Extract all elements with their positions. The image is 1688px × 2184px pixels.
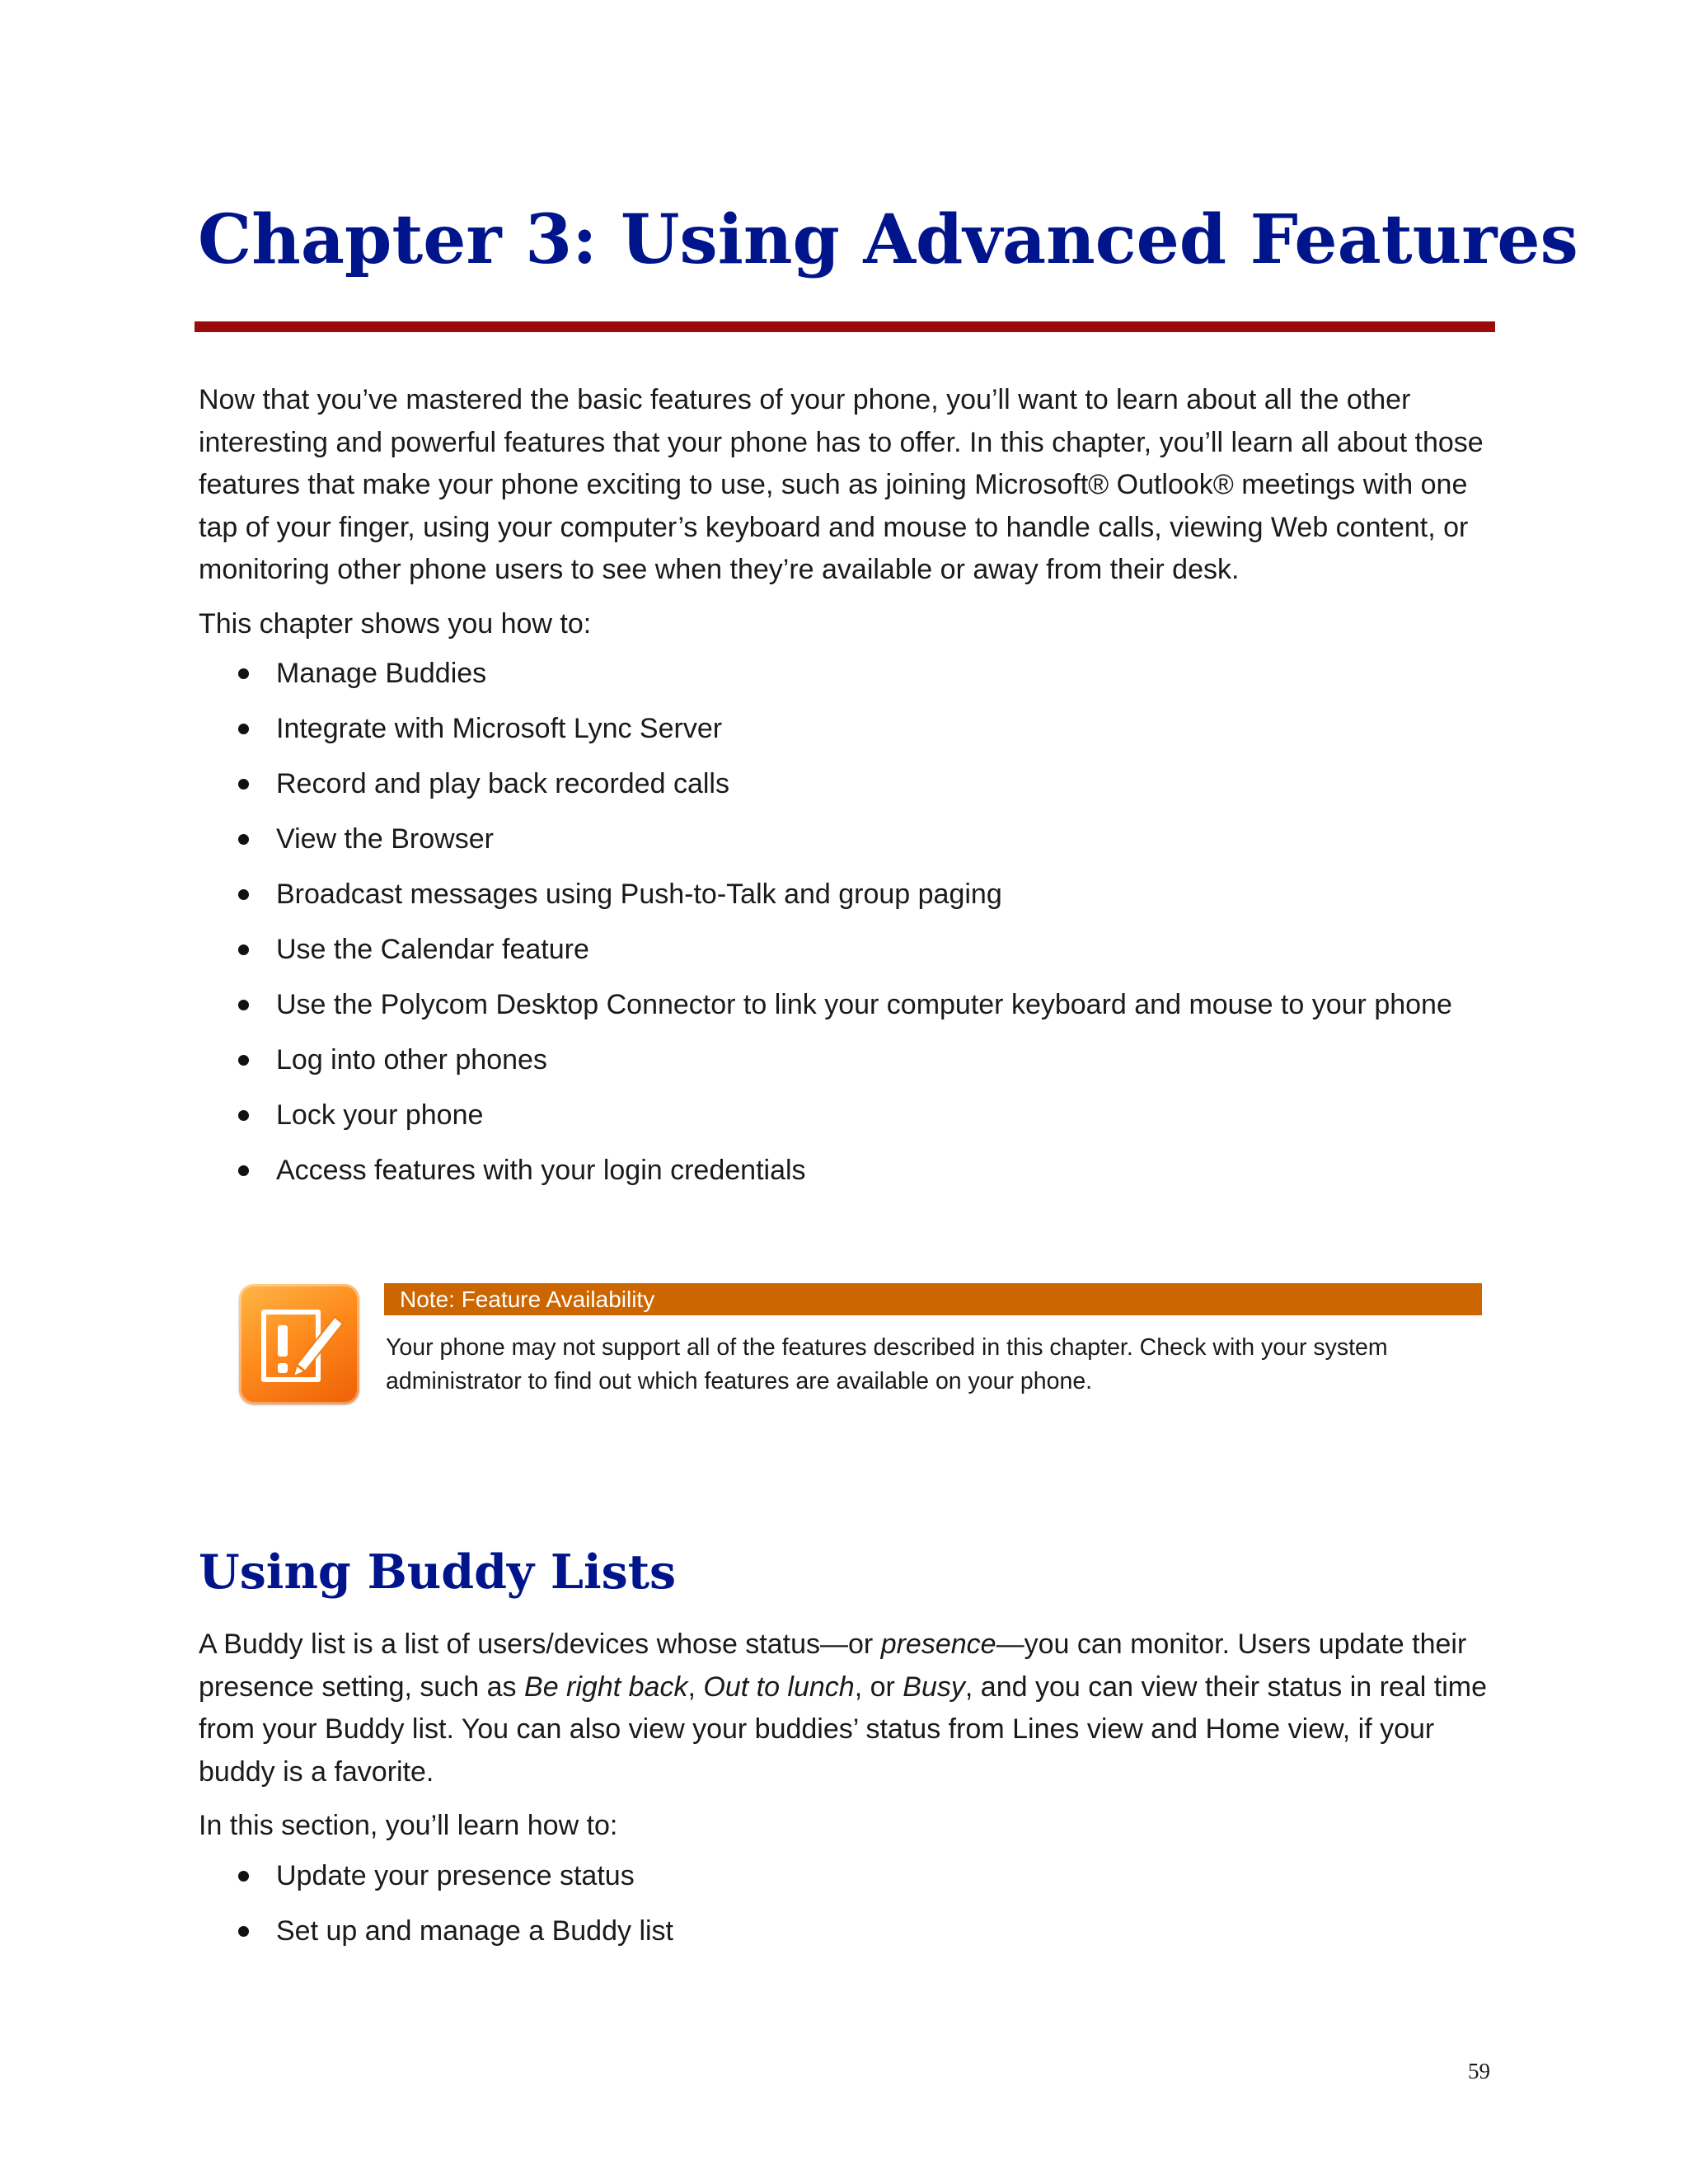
bullet-icon [238,1000,249,1010]
text-run-italic: Out to lunch [703,1671,855,1703]
section-bullet-list [199,1849,1501,1959]
list-item-text: View the Browser [276,823,494,855]
section-content [199,1624,1501,1959]
bullet-icon [238,779,249,790]
list-item-text: Lock your phone [276,1099,484,1131]
section-lead-text: In this section, you’ll learn how to: [199,1810,618,1841]
list-item [199,867,1501,922]
note-callout [239,1282,1492,1405]
note-body: Your phone may not support all of the features described in this chapter. Check with your system administrator to find out which features are available on your phone. [386,1334,1388,1394]
list-item-text: Integrate with Microsoft Lync Server [276,713,723,744]
list-item [199,646,1501,701]
section-paragraph [199,1624,1501,1793]
list-item [199,1143,1501,1198]
text-run-italic: Busy [903,1671,965,1703]
list-item [199,812,1501,867]
section-title: Using Buddy Lists [199,1544,677,1600]
intro-bullet-list [199,646,1501,1198]
list-item-text: Log into other phones [276,1044,547,1076]
list-item [199,757,1501,812]
bullet-icon [238,1165,249,1176]
text-run: , [687,1671,704,1703]
bullet-icon [238,889,249,900]
bullet-icon [238,834,249,845]
list-item-text: Record and play back recorded calls [276,768,729,799]
bullet-icon [238,944,249,955]
list-item [199,1088,1501,1143]
list-item-text: Access features with your login credentials [276,1155,806,1186]
chapter-title-rule [195,321,1495,332]
text-run: , or [854,1671,903,1703]
list-item [199,1849,1501,1904]
intro-paragraph: Now that you’ve mastered the basic features of your phone, you’ll want to learn about all the other interesting and powerful features that your phone has to offer. In this chapter, you’ll learn all about those features that make your phone exciting to use, such as joining Microsoft® Outlook® meetings with one tap of your finger, using your computer’s keyboard and mouse to handle calls, viewing Web content, or monitoring other phone users to see when they’re available or away from their desk. [199,384,1484,585]
list-item-text: Update your presence status [276,1859,635,1891]
list-item [199,977,1501,1033]
list-item-text: Manage Buddies [276,658,487,689]
list-item [199,1904,1501,1959]
list-item-text: Use the Calendar feature [276,934,589,965]
text-run-italic: presence [880,1629,996,1660]
note-header: Note: Feature Availability [384,1283,1482,1315]
note-pencil-icon [239,1284,359,1404]
list-item-text: Broadcast messages using Push-to-Talk and group paging [276,879,1002,910]
list-item [199,922,1501,977]
list-item-text: Set up and manage a Buddy list [276,1915,673,1947]
text-run-italic: Be right back [524,1671,688,1703]
bullet-icon [238,668,249,679]
list-item [199,1033,1501,1088]
intro-lead-text: This chapter shows you how to: [199,607,592,640]
bullet-icon [238,724,249,734]
chapter-title: Chapter 3: Using Advanced Features [198,200,1578,279]
text-run: —you can monitor. Users update their presence setting, such as [199,1629,1467,1703]
list-item-text: Use the Polycom Desktop Connector to link your computer keyboard and mouse to your phone [276,989,1452,1020]
text-run: , and you can view their status in real time from your Buddy list. You can also view your buddies’ status from Lines view and Home view, if your buddy is a favorite. [199,1671,1487,1788]
bullet-icon [238,1871,249,1882]
bullet-icon [238,1110,249,1121]
intro-content [199,379,1501,1198]
bullet-icon [238,1926,249,1937]
page-number: 59 [1468,2059,1490,2083]
text-run: A Buddy list is a list of users/devices whose status—or [199,1629,881,1660]
list-item [199,701,1501,757]
bullet-icon [238,1055,249,1066]
